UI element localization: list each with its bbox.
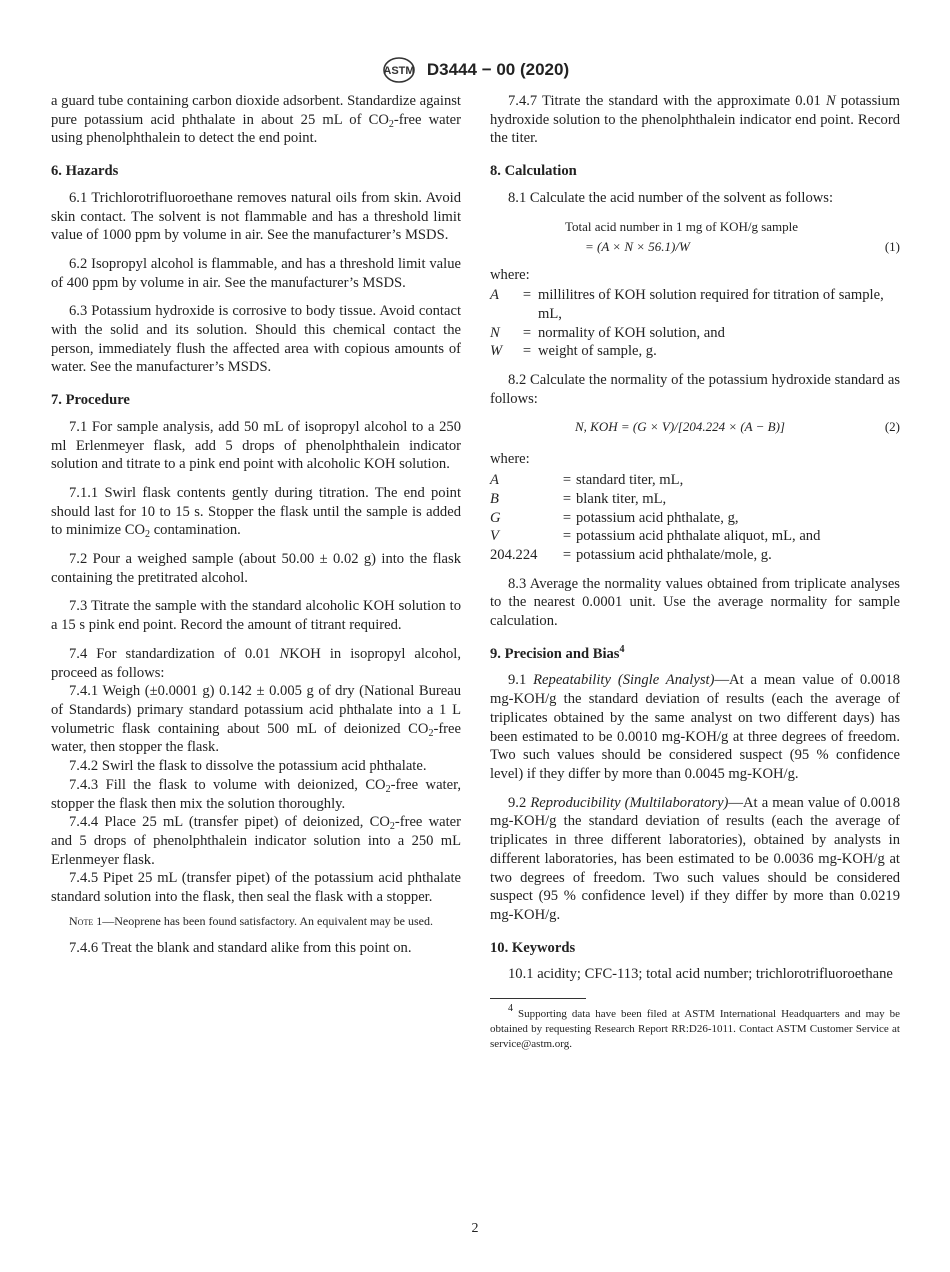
left-column — [51, 92, 461, 967]
section-heading-calculation: 8. Calculation — [490, 163, 577, 180]
section-heading-precision: 9. Precision and Bias$^4$ — [490, 643, 625, 662]
definition-description: potassium acid phthalate, g, — [576, 509, 739, 526]
definition-row — [490, 527, 900, 546]
continued-paragraph: a guard tube containing carbon dioxide adsorbent. Standardize against pure potassium acid phthalate in about 25 mL of $CO_2$-free water using phenolphthalein to detect the end point. — [51, 93, 461, 147]
definition-equals: = — [562, 509, 572, 526]
paragraph-8-2: 8.2 Calculate the normality of the potassium hydroxide standard as follows: — [490, 372, 900, 407]
definition-row — [490, 342, 900, 361]
paragraph-8-3: 8.3 Average the normality values obtained from triplicate analyses to the nearest 0.0001 unit. Use the average normality for sample calculation. — [490, 575, 900, 630]
definition-row — [490, 286, 900, 323]
section-heading-hazards: 6. Hazards — [51, 163, 119, 180]
paragraph-9-2: 9.2 Reproducibility (Multilaboratory)—At a mean value of 0.0018 mg-KOH/g the standard deviation of results (each the average of triplicates in three different laboratories), obtained by analysts in different laboratories, has been estimated to be 0.0036 mg-KOH/g at two degrees of freedom. Two such values should be considered suspect (95 % confidence level) if they differ by more than 0.0219 mg-KOH/g. — [490, 794, 900, 923]
paragraph-9-1: 9.1 Repeatability (Single Analyst)—At a mean value of 0.0018 mg-KOH/g the standard deviation of results (each the average of triplicates obtained by the same analyst on two different days) has been estimated to be 0.0010 mg-KOH/g at three degrees of freedom. Two such values should be considered suspect (95 % confidence level) if they differ by more than 0.0045 mg-KOH/g. — [490, 672, 901, 782]
definition-row — [490, 509, 900, 528]
page-header — [0, 56, 950, 84]
definition-symbol: G — [490, 509, 501, 526]
definition-description: potassium acid phthalate/mole, g. — [576, 546, 772, 563]
definition-symbol: N — [490, 324, 500, 341]
definition-row — [490, 490, 900, 509]
paragraph-7-4-4: 7.4.4 Place 25 mL (transfer pipet) of deionized, $CO_2$-free water and 5 drops of phenolphthalein indicator solution into a 250 mL Erlenmeyer flask. — [51, 814, 462, 868]
paragraph-7-4-6: 7.4.6 Treat the blank and standard alike from this point on. — [69, 939, 412, 956]
definition-symbol: V — [490, 528, 499, 545]
paragraph-6-2: 6.2 Isopropyl alcohol is flammable, and has a threshold limit value of 400 ppm by volume in air. See the manufacturer’s MSDS. — [51, 255, 461, 291]
paragraph-7-3: 7.3 Titrate the sample with the standard alcoholic KOH solution to a 15 s pink end point. Record the amount of titrant required. — [51, 598, 461, 634]
definition-description: blank titer, mL, — [576, 490, 667, 507]
paragraph-6-3: 6.3 Potassium hydroxide is corrosive to body tissue. Avoid contact with the solid and its solution. Should this chemical contact the person, immediately flush the affected area with copious amounts of water. See the manufacturer’s MSDS. — [51, 303, 461, 376]
footnote-4: $^4$ Supporting data have been filed at ASTM International Headquarters and may be obtained by requesting Research Report RR:D26-1011. Contact ASTM Customer Service at service@astm.org. — [490, 1003, 900, 1051]
definition-description: potassium acid phthalate aliquot, mL, and — [576, 528, 821, 545]
definition-equals: = — [522, 343, 532, 360]
svg-text:ASTM: ASTM — [383, 65, 415, 77]
definition-description: normality of KOH solution, and — [538, 324, 725, 341]
definition-symbol: A — [490, 287, 499, 304]
equation-1: Total acid number in 1 mg of KOH/g sample = (A × N × 56.1)/W (1) — [565, 218, 900, 254]
definition-row — [490, 324, 900, 343]
paragraph-8-1: 8.1 Calculate the acid number of the solvent as follows: — [508, 189, 834, 206]
paragraph-7-4-1: 7.4.1 Weigh (±0.0001 g) 0.142 ± 0.005 g of dry (National Bureau of Standards) primary standard potassium acid phthalate into a 1 L volumetric flask containing about 500 mL of deionized $CO_2$-free water, then stopper the flask. — [51, 683, 461, 756]
definition-description: weight of sample, g. — [538, 343, 657, 360]
definition-equals: = — [522, 287, 532, 304]
paragraph-10-1: 10.1 acidity; CFC-113; total acid number; trichlorotrifluoroethane — [508, 966, 893, 983]
document-designation: D3444 − 00 (2020) — [426, 60, 570, 79]
equation-2: N, KOH = (G × V)/[204.224 × (A − B)] (2) — [575, 419, 900, 435]
definition-description: standard titer, mL, — [576, 472, 684, 489]
definition-row — [490, 471, 900, 490]
where-label-2: where: — [490, 451, 530, 468]
paragraph-6-1: 6.1 Trichlorotrifluoroethane removes natural oils from skin. Avoid skin contact. The solvent is not flammable and has a threshold limit value of 1000 ppm by volume in air. See the manufacturer’s MSDS. — [51, 189, 461, 244]
page-number: 2 — [471, 1221, 479, 1236]
paragraph-7-1: 7.1 For sample analysis, add 50 mL of isopropyl alcohol to a 250 ml Erlenmeyer flask, add 5 drops of phenolphthalein indicator solution and titrate to a pink end point with alcoholic KOH solution. — [51, 418, 461, 473]
astm-logo-icon — [381, 56, 417, 84]
definition-equals: = — [522, 324, 532, 341]
definition-equals: = — [562, 490, 572, 507]
paragraph-7-4-7: 7.4.7 Titrate the standard with the approximate 0.01 N potassium hydroxide solution to the phenolphthalein indicator end point. Record the titer. — [490, 93, 900, 147]
paragraph-7-4: 7.4 For standardization of 0.01 NKOH in isopropyl alcohol, proceed as follows: — [51, 645, 461, 681]
definition-equals: = — [562, 546, 572, 563]
definition-equals: = — [562, 528, 572, 545]
section-heading-keywords: 10. Keywords — [490, 939, 576, 956]
section-heading-procedure: 7. Procedure — [51, 392, 130, 409]
definition-symbol: 204.224 — [490, 546, 538, 563]
note-1: Note 1—Neoprene has been found satisfactory. An equivalent may be used. — [69, 913, 434, 928]
definition-row — [490, 546, 900, 565]
definition-symbol: A — [490, 472, 499, 489]
where-label-1: where: — [490, 266, 530, 283]
paragraph-7-1-1: 7.1.1 Swirl flask contents gently during titration. The end point should last for 10 to 15 s. Stopper the flask until the sample is added to minimize $CO_2$ contamination. — [51, 484, 461, 541]
paragraph-7-4-5: 7.4.5 Pipet 25 mL (transfer pipet) of the potassium acid phthalate standard solution into the flask, then seal the flask with a stopper. — [51, 870, 461, 906]
definition-symbol: B — [490, 490, 499, 507]
definition-symbol: W — [490, 343, 503, 360]
definition-equals: = — [562, 472, 572, 489]
definitions-table-2 — [490, 471, 900, 565]
definitions-table-1 — [490, 286, 900, 361]
footnote-divider — [490, 998, 586, 999]
right-column — [490, 92, 900, 1052]
paragraph-7-4-3: 7.4.3 Fill the flask to volume with deionized, $CO_2$-free water, stopper the flask then mix the solution thoroughly. — [51, 776, 462, 812]
paragraph-7-2: 7.2 Pour a weighed sample (about 50.00 ± 0.02 g) into the flask containing the pretitrated alcohol. — [51, 551, 461, 586]
paragraph-7-4-2: 7.4.2 Swirl the flask to dissolve the potassium acid phthalate. — [69, 758, 427, 775]
definition-description: millilitres of KOH solution required for titration of sample, mL, — [538, 287, 884, 322]
